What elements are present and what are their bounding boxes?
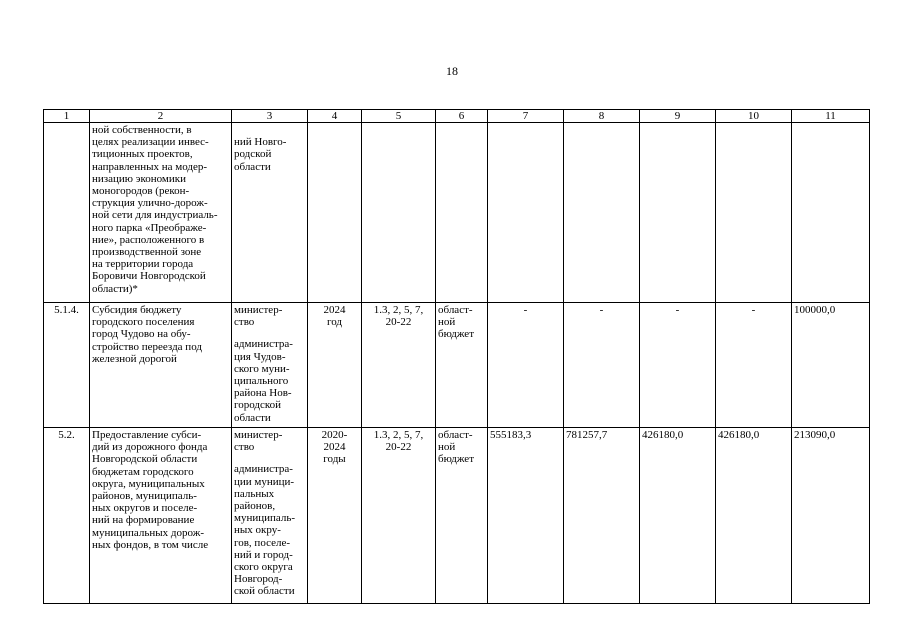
- responsible-text: администра- ции муници- пальных районов, муниципаль- ных окру- гов, поселе- ний и город- ского округа Новгород- ской области: [234, 463, 296, 598]
- row-number-cell: [44, 123, 90, 303]
- amount-cell: 781257,7: [564, 428, 640, 604]
- column-header: 10: [716, 110, 792, 123]
- column-header: 8: [564, 110, 640, 123]
- column-header: 3: [232, 110, 308, 123]
- responsible-cell: [232, 303, 308, 428]
- column-header: 7: [488, 110, 564, 123]
- amount-cell: [488, 123, 564, 303]
- amount-cell: [716, 123, 792, 303]
- responsible-text: министер- ство: [234, 304, 283, 329]
- activity-name-cell: Предоставление субси- дий из дорожного фонда Новгородской области бюджетам городского округа, муниципальных районов, муниципаль- ных округов и поселе- ний на формирование муниципальных дорож- ных фондов, в том числе: [90, 428, 232, 604]
- responsible-cell: [232, 123, 308, 303]
- activity-name-cell: ной собственности, в целях реализации инвес- тиционных проектов, направленных на модер- низацию экономики моногородов (рекон- струкция улично-дорож- ной сети для индустриаль- ного парка «Преображе- ние», расположенного в производственной зоне на территории города Боровичи Новгородской области)*: [90, 123, 232, 303]
- amount-cell: -: [716, 303, 792, 428]
- amount-cell: -: [564, 303, 640, 428]
- column-header: 1: [44, 110, 90, 123]
- row-number-cell: 5.1.4.: [44, 303, 90, 428]
- table-row: [44, 123, 870, 303]
- column-header: 9: [640, 110, 716, 123]
- amount-cell: 100000,0: [792, 303, 870, 428]
- amount-cell: [640, 123, 716, 303]
- activity-name-cell: Субсидия бюджету городского поселения город Чудово на обу- стройство переезда под железной дорогой: [90, 303, 232, 428]
- amount-cell: 213090,0: [792, 428, 870, 604]
- targets-cell: 1.3, 2, 5, 7, 20-22: [362, 303, 436, 428]
- page-number: 18: [446, 64, 458, 78]
- responsible-text: ний Новго- родской области: [234, 136, 287, 173]
- responsible-text: министер- ство: [234, 429, 283, 454]
- amount-cell: 426180,0: [640, 428, 716, 604]
- targets-cell: 1.3, 2, 5, 7, 20-22: [362, 428, 436, 604]
- table-header-row: [44, 110, 870, 123]
- row-number-cell: 5.2.: [44, 428, 90, 604]
- column-header: 11: [792, 110, 870, 123]
- table-row: [44, 303, 870, 428]
- table-row: [44, 428, 870, 604]
- source-cell: област- ной бюджет: [436, 303, 488, 428]
- column-header: 5: [362, 110, 436, 123]
- period-cell: 2024 год: [308, 303, 362, 428]
- amount-cell: -: [640, 303, 716, 428]
- column-header: 6: [436, 110, 488, 123]
- period-cell: [308, 123, 362, 303]
- source-cell: [436, 123, 488, 303]
- program-table: [43, 109, 870, 604]
- responsible-cell: [232, 428, 308, 604]
- column-header: 2: [90, 110, 232, 123]
- amount-cell: [792, 123, 870, 303]
- amount-cell: 555183,3: [488, 428, 564, 604]
- source-cell: област- ной бюджет: [436, 428, 488, 604]
- period-cell: 2020- 2024 годы: [308, 428, 362, 604]
- targets-cell: [362, 123, 436, 303]
- amount-cell: [564, 123, 640, 303]
- column-header: 4: [308, 110, 362, 123]
- amount-cell: 426180,0: [716, 428, 792, 604]
- responsible-text: администра- ция Чудов- ского муни- ципального района Нов- городской области: [234, 338, 293, 424]
- amount-cell: -: [488, 303, 564, 428]
